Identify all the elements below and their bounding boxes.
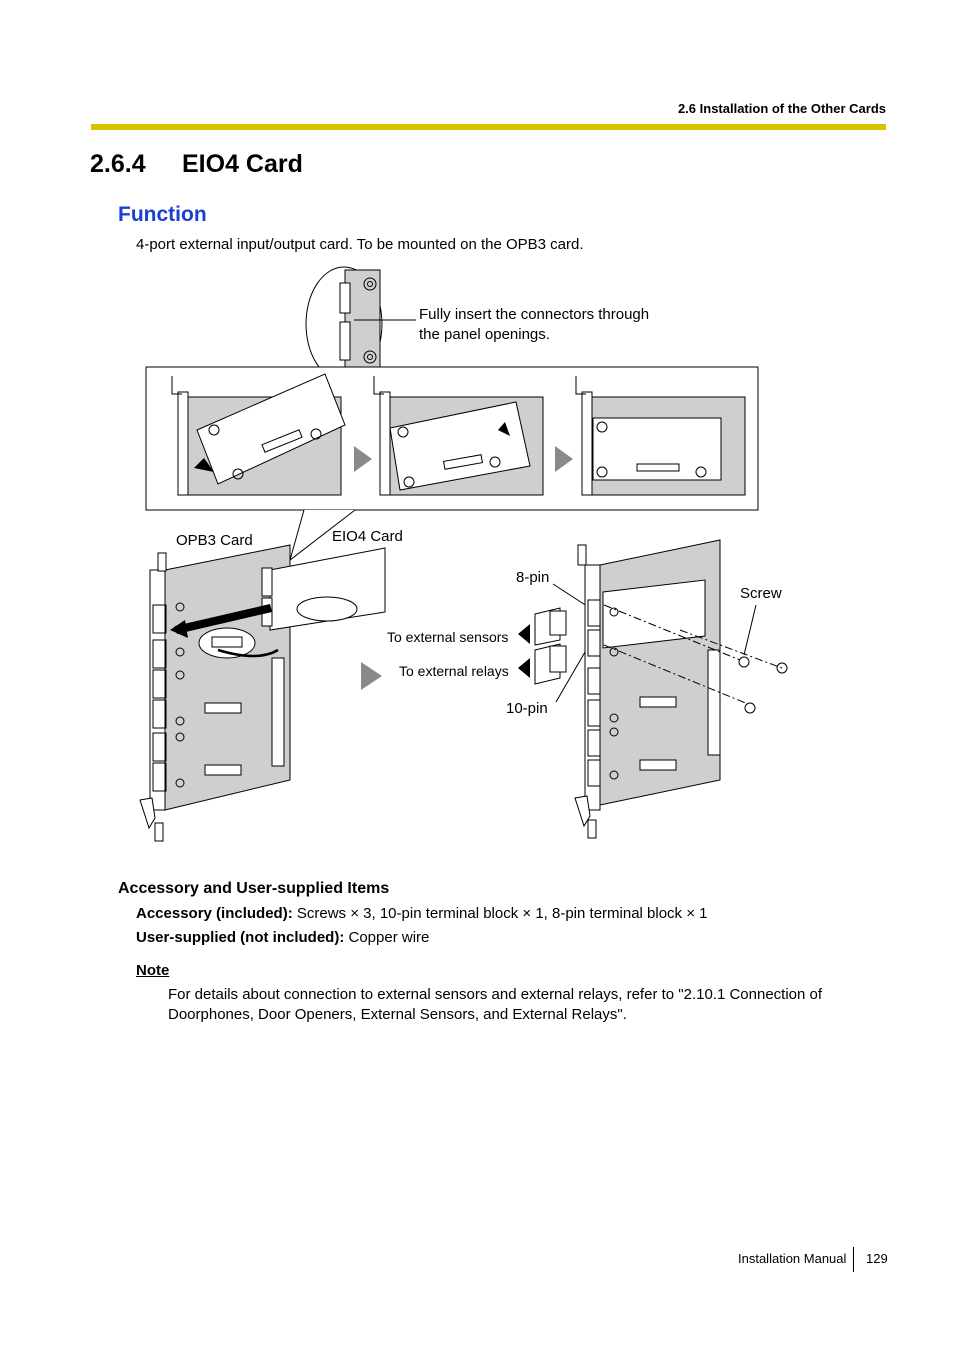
accessory-heading: Accessory and User-supplied Items	[118, 880, 390, 897]
eio4-card-label: EIO4 Card	[332, 528, 403, 545]
accessory-included	[136, 905, 708, 922]
callout-text-line2: the panel openings.	[419, 326, 550, 343]
accessory-included-label: Accessory (included):	[136, 905, 293, 922]
footer-manual-name: Installation Manual	[738, 1251, 847, 1266]
page-number: 129	[866, 1251, 888, 1266]
to-external-sensors-label: To external sensors	[387, 629, 509, 645]
user-supplied	[136, 929, 429, 946]
pin8-label: 8-pin	[516, 569, 550, 586]
user-supplied-text: Copper wire	[344, 929, 430, 946]
function-heading: Function	[118, 203, 207, 226]
footer-separator	[853, 1247, 854, 1272]
section-number: 2.6.4	[90, 150, 146, 178]
user-supplied-label: User-supplied (not included):	[136, 929, 345, 946]
section-title: EIO4 Card	[182, 150, 303, 178]
step-arrow-3	[361, 662, 382, 690]
note-text: For details about connection to external sensors and external relays, refer to "2.10.1 Connection of Doorphones, Door Openers, External Sensors, and External Relays".	[168, 986, 823, 1023]
to-external-relays-label: To external relays	[399, 663, 509, 679]
callout-text-line1: Fully insert the connectors through	[419, 306, 650, 323]
opb3-card-label: OPB3 Card	[176, 532, 253, 549]
function-description: 4-port external input/output card. To be mounted on the OPB3 card.	[136, 236, 584, 253]
note-heading: Note	[136, 962, 170, 979]
pin10-label: 10-pin	[506, 700, 548, 717]
screw-label: Screw	[740, 585, 782, 602]
accessory-included-text: Screws × 3, 10-pin terminal block × 1, 8-pin terminal block × 1	[292, 905, 708, 922]
running-header: 2.6 Installation of the Other Cards	[677, 101, 886, 116]
